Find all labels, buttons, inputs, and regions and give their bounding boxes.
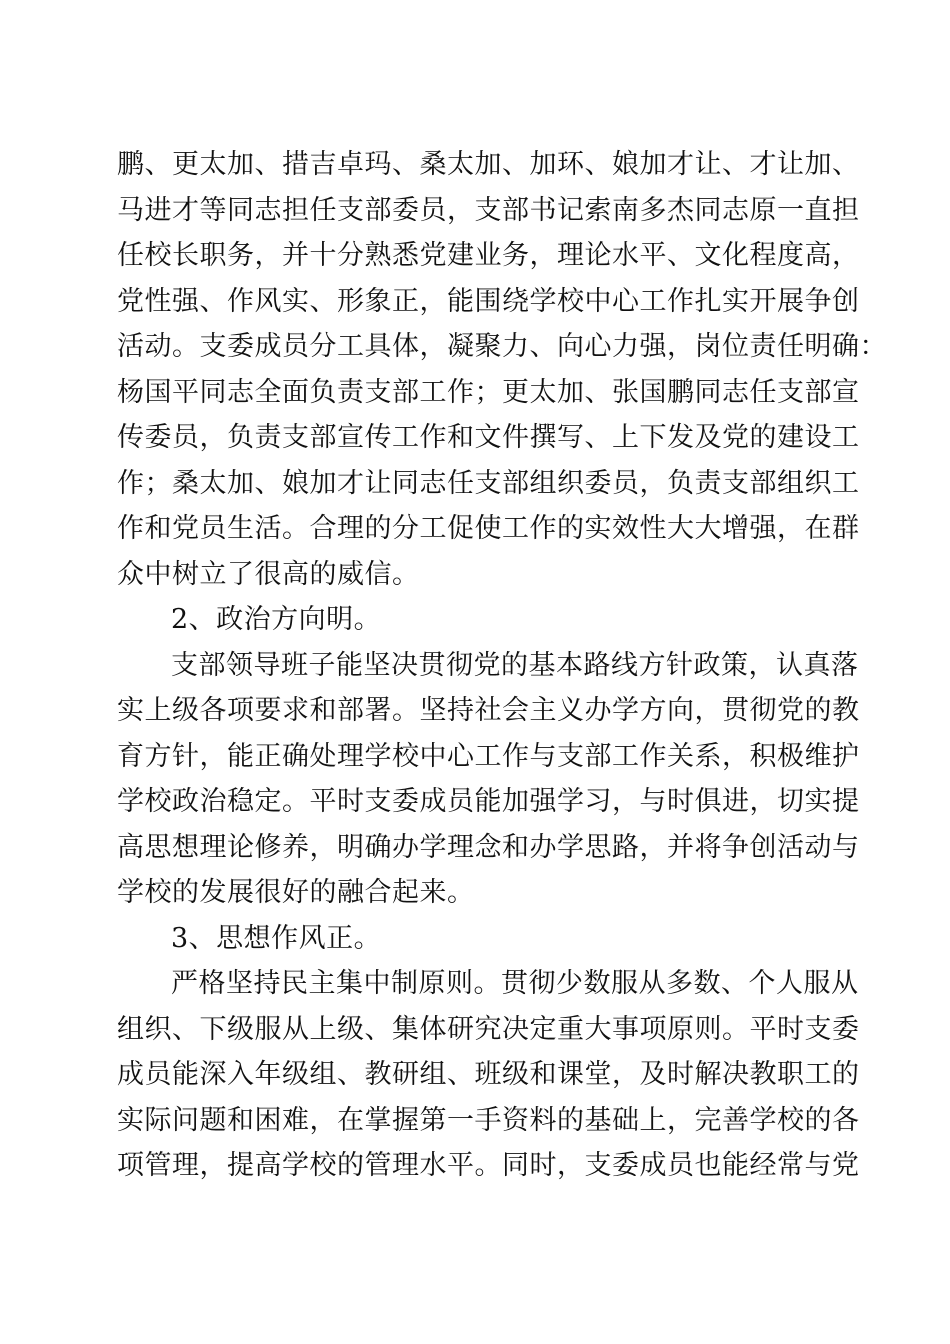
text-line: 高思想理论修养，明确办学理念和办学思路，并将争创活动与 bbox=[117, 831, 860, 863]
text-line: 学校政治稳定。平时支委成员能加强学习，与时俱进，切实提 bbox=[117, 786, 860, 817]
text-line: 杨国平同志全面负责支部工作；更太加、张国鹏同志任支部宣 bbox=[117, 376, 860, 408]
body-text bbox=[117, 142, 887, 1189]
text-line: 鹏、更太加、措吉卓玛、桑太加、加环、娘加才让、才让加、 bbox=[117, 149, 860, 180]
text-line: 育方针，能正确处理学校中心工作与支部工作关系，积极维护 bbox=[117, 740, 860, 772]
text-line: 活动。支委成员分工具体，凝聚力、向心力强，岗位责任明确： bbox=[117, 331, 887, 362]
text-line: 组织、下级服从上级、集体研究决定重大事项原则。平时支委 bbox=[117, 1013, 860, 1045]
section-heading: 2、政治方向明。 bbox=[171, 604, 382, 635]
text-line: 支部领导班子能坚决贯彻党的基本路线方针政策，认真落 bbox=[171, 649, 859, 681]
text-line: 作；桑太加、娘加才让同志任支部组织委员，负责支部组织工 bbox=[117, 467, 860, 499]
text-line: 任校长职务，并十分熟悉党建业务，理论水平、文化程度高， bbox=[117, 240, 860, 271]
text-line: 传委员，负责支部宣传工作和文件撰写、上下发及党的建设工 bbox=[117, 422, 860, 453]
text-line: 党性强、作风实、形象正，能围绕学校中心工作扎实开展争创 bbox=[117, 285, 860, 317]
text-line: 严格坚持民主集中制原则。贯彻少数服从多数、个人服从 bbox=[171, 968, 859, 999]
text-line: 成员能深入年级组、教研组、班级和课堂，及时解决教职工的 bbox=[117, 1059, 860, 1090]
section-heading: 3、思想作风正。 bbox=[171, 922, 382, 954]
text-line: 学校的发展很好的融合起来。 bbox=[117, 877, 475, 908]
text-line: 项管理，提高学校的管理水平。同时，支委成员也能经常与党 bbox=[117, 1150, 860, 1181]
text-line: 众中树立了很高的威信。 bbox=[117, 558, 420, 590]
text-line: 马进才等同志担任支部委员，支部书记索南多杰同志原一直担 bbox=[117, 194, 860, 226]
text-line: 作和党员生活。合理的分工促使工作的实效性大大增强，在群 bbox=[117, 513, 860, 544]
text-line: 实上级各项要求和部署。坚持社会主义办学方向，贯彻党的教 bbox=[117, 695, 860, 726]
text-line: 实际问题和困难，在掌握第一手资料的基础上，完善学校的各 bbox=[117, 1104, 860, 1136]
